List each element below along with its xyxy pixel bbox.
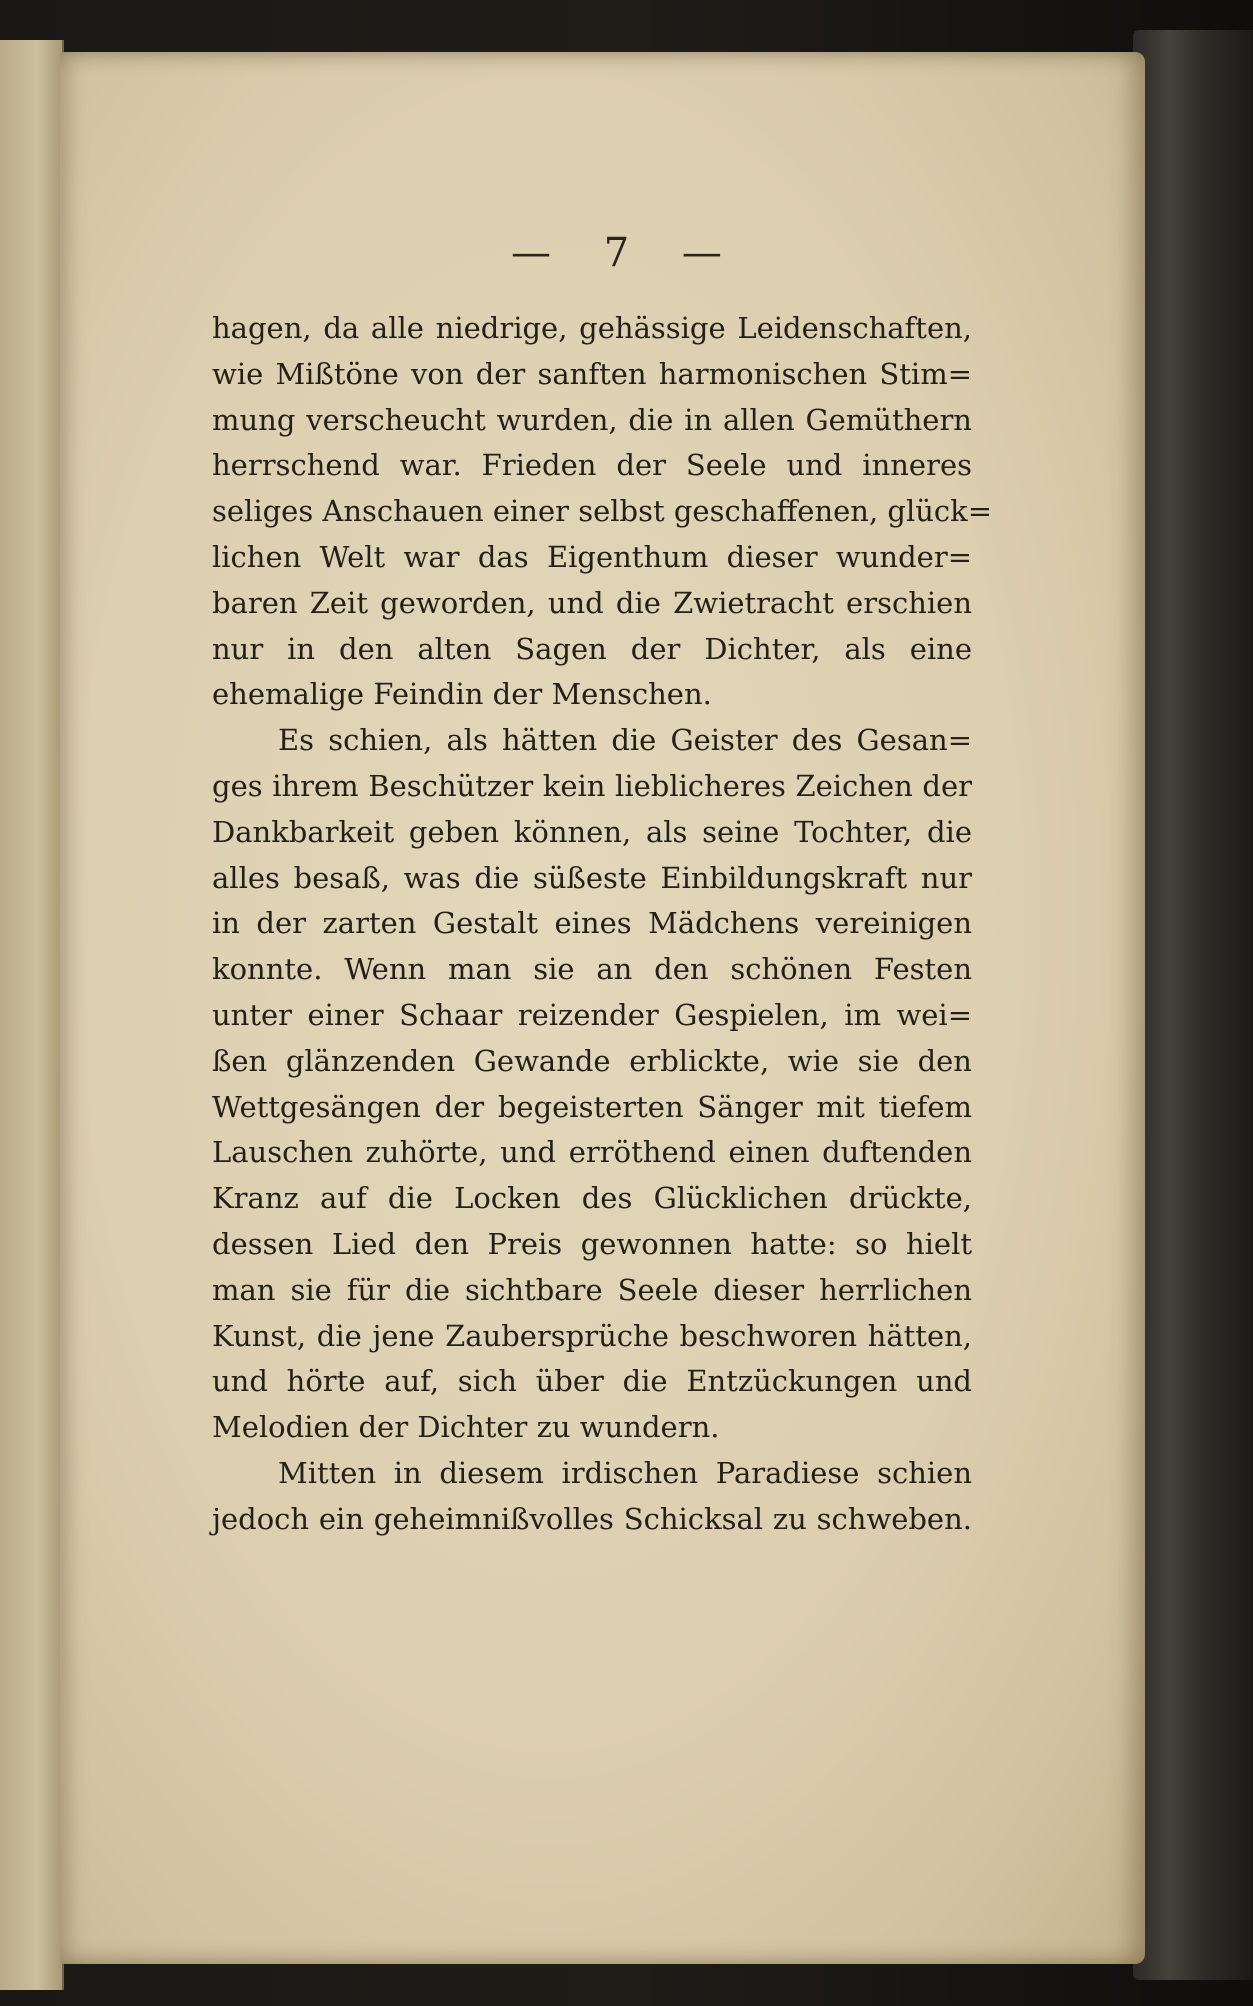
facing-page-edge [0, 40, 64, 1990]
text-line: wie Mißtöne von der sanften harmonischen Stim= [212, 356, 972, 391]
text-line: nur in den alten Sagen der Dichter, als eine [212, 631, 972, 666]
text-line: lichen Welt war das Eigenthum dieser wunder= [212, 539, 972, 574]
text-line: ges ihrem Beschützer kein lieblicheres Zeichen der [212, 768, 972, 803]
text-line: ehemalige Feindin der Menschen. [212, 677, 712, 712]
text-line: herrschend war. Frieden der Seele und inneres [212, 448, 972, 483]
text-line: Dankbarkeit geben können, als seine Tochter, die [212, 814, 972, 849]
text-line: Wettgesängen der begeisterten Sänger mit tiefem [212, 1089, 972, 1124]
text-line: baren Zeit geworden, und die Zwietracht erschien [212, 585, 972, 620]
text-line: alles besaß, was die süßeste Einbildungskraft nur [212, 860, 972, 895]
text-line: Kunst, die jene Zaubersprüche beschworen hätten, [212, 1318, 972, 1353]
page-number: — 7 — [511, 230, 742, 276]
text-line: mung verscheucht wurden, die in allen Gemüthern [212, 402, 972, 437]
text-line: Mitten in diesem irdischen Paradiese schien [278, 1455, 972, 1490]
text-line: Lauschen zuhörte, und erröthend einen duftenden [212, 1135, 972, 1170]
text-line: dessen Lied den Preis gewonnen hatte: so hielt [212, 1226, 972, 1261]
text-line: konnte. Wenn man sie an den schönen Festen [212, 952, 972, 987]
text-line: man sie für die sichtbare Seele dieser herrlichen [212, 1272, 972, 1307]
text-line: ßen glänzenden Gewande erblickte, wie sie den [212, 1043, 972, 1078]
text-line: Es schien, als hätten die Geister des Gesan= [278, 723, 972, 758]
text-line: hagen, da alle niedrige, gehässige Leidenschaften, [212, 311, 972, 345]
text-line: und hörte auf, sich über die Entzückungen und [212, 1364, 972, 1399]
text-line: jedoch ein geheimnißvolles Schicksal zu schweben. [212, 1501, 972, 1536]
book-cover [1133, 30, 1253, 1980]
text-line: Kranz auf die Locken des Glücklichen drückte, [212, 1181, 972, 1216]
text-line: unter einer Schaar reizender Gespielen, im wei= [212, 997, 972, 1032]
text-line: Melodien der Dichter zu wundern. [212, 1410, 720, 1445]
body-text [212, 306, 993, 1543]
text-line: in der zarten Gestalt eines Mädchens vereinigen [212, 906, 972, 941]
text-line: seliges Anschauen einer selbst geschaffenen, glück= [212, 494, 993, 529]
